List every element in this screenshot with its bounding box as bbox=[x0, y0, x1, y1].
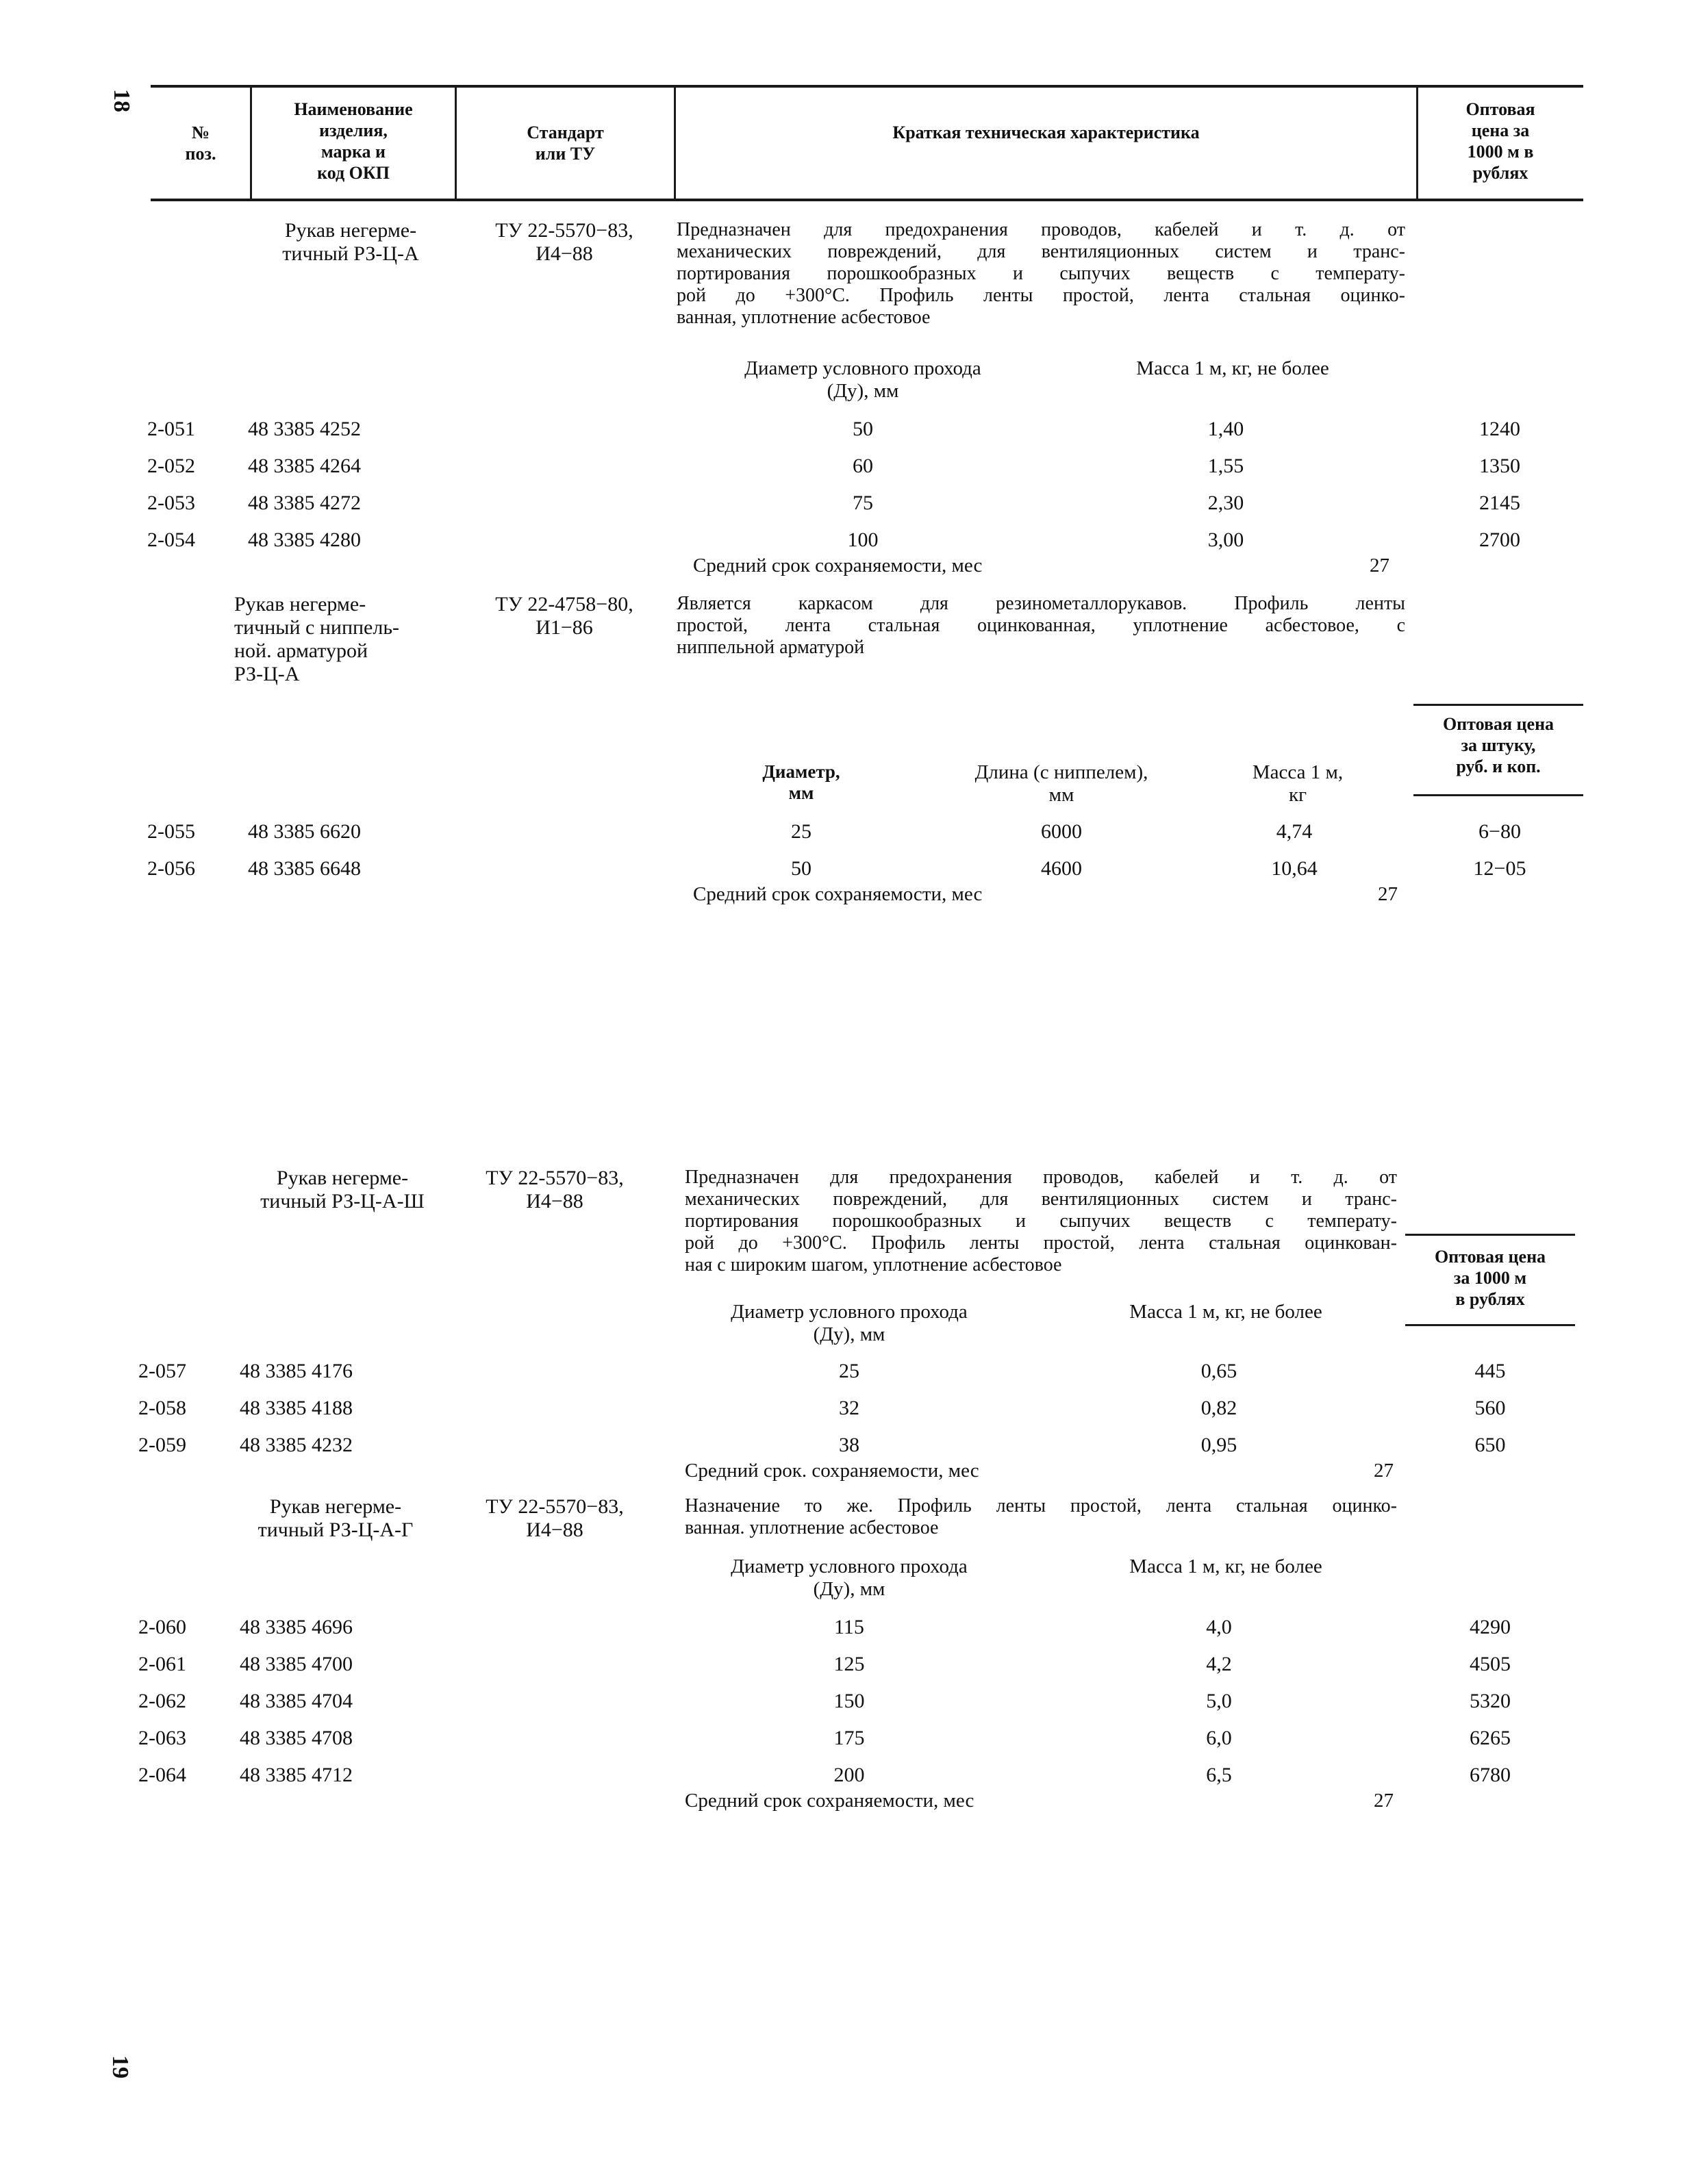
row-price: 650 bbox=[1474, 1434, 1506, 1456]
row-mass: 3,00 bbox=[1207, 529, 1244, 551]
row-pos: 2-051 bbox=[147, 418, 195, 440]
description-line: ниппельной арматурой bbox=[677, 637, 865, 658]
storage-label: Средний срок. сохраняемости, мес bbox=[685, 1460, 979, 1482]
product-name: Рукав негерме- тичный РЗ-Ц-А-Ш bbox=[260, 1167, 425, 1212]
row-pos: 2-052 bbox=[147, 455, 195, 477]
row-price: 2145 bbox=[1479, 492, 1520, 514]
row-price: 445 bbox=[1474, 1360, 1506, 1382]
description-line: Является каркасом для резинометаллорукавов. Профиль ленты bbox=[677, 593, 1405, 614]
row-code: 48 3385 4272 bbox=[248, 492, 361, 514]
description-line: рой до +300°С. Профиль ленты простой, лента стальная оцинко- bbox=[677, 285, 1405, 306]
col-diameter-header: Диаметр условного прохода (Ду), мм bbox=[731, 1556, 968, 1600]
row-mass: 6,5 bbox=[1206, 1764, 1232, 1786]
row-diameter: 125 bbox=[833, 1653, 865, 1675]
row-price: 4505 bbox=[1470, 1653, 1511, 1675]
storage-value: 27 bbox=[1370, 555, 1389, 576]
row-diameter: 200 bbox=[833, 1764, 865, 1786]
col-mass-header: Масса 1 м, кг bbox=[1252, 761, 1344, 806]
description-line: механических повреждений, для вентиляционных систем и транс- bbox=[677, 241, 1405, 262]
description-line: простой, лента стальная оцинкованная, уплотнение асбестовое, с bbox=[677, 615, 1405, 636]
row-pos: 2-055 bbox=[147, 820, 195, 843]
row-mass: 1,40 bbox=[1207, 418, 1244, 440]
product-name: Рукав негерме- тичный РЗ-Ц-А bbox=[282, 219, 419, 265]
product-name: Рукав негерме- тичный РЗ-Ц-А-Г bbox=[257, 1495, 414, 1541]
col-mass-header: Масса 1 м, кг, не более bbox=[1129, 1301, 1322, 1323]
row-diameter: 60 bbox=[853, 455, 873, 477]
row-diameter: 175 bbox=[833, 1727, 865, 1749]
row-price: 1350 bbox=[1479, 455, 1520, 477]
product-description bbox=[677, 219, 1405, 329]
product-description bbox=[685, 1495, 1397, 1539]
storage-value: 27 bbox=[1378, 883, 1398, 905]
col-diameter-header: Диаметр условного прохода (Ду), мм bbox=[731, 1301, 968, 1345]
description-line: ная с широким шагом, уплотнение асбестовое bbox=[685, 1254, 1062, 1275]
row-price: 1240 bbox=[1479, 418, 1520, 440]
row-pos: 2-059 bbox=[138, 1434, 186, 1456]
row-mass: 6,0 bbox=[1206, 1727, 1232, 1749]
row-pos: 2-063 bbox=[138, 1727, 186, 1749]
header-pos: № поз. bbox=[185, 123, 216, 164]
row-code: 48 3385 4264 bbox=[248, 455, 361, 477]
row-pos: 2-061 bbox=[138, 1653, 186, 1675]
row-code: 48 3385 4252 bbox=[248, 418, 361, 440]
header-top-rule bbox=[151, 85, 1583, 88]
row-diameter: 25 bbox=[839, 1360, 859, 1382]
product-description bbox=[685, 1167, 1397, 1276]
row-mass: 5,0 bbox=[1206, 1690, 1232, 1712]
row-price: 12−05 bbox=[1473, 857, 1526, 880]
col-diameter-header: Диаметр, мм bbox=[762, 761, 840, 803]
row-diameter: 115 bbox=[834, 1616, 864, 1638]
row-price: 6−80 bbox=[1478, 820, 1521, 843]
col-length-header: Длина (с ниппелем), мм bbox=[974, 761, 1148, 806]
row-diameter: 50 bbox=[791, 857, 811, 880]
row-diameter: 32 bbox=[839, 1397, 859, 1419]
description-line: Назначение то же. Профиль ленты простой, лента стальная оцинко- bbox=[685, 1495, 1397, 1516]
row-code: 48 3385 4708 bbox=[240, 1727, 353, 1749]
price-header-rule bbox=[1405, 1234, 1575, 1236]
row-pos: 2-064 bbox=[138, 1764, 186, 1786]
product-name: Рукав негерме- тичный с ниппель- ной. арматурой РЗ-Ц-А bbox=[234, 593, 400, 685]
description-line: ванная, уплотнение асбестовое bbox=[677, 307, 931, 328]
row-mass: 4,74 bbox=[1276, 820, 1313, 843]
row-code: 48 3385 4176 bbox=[240, 1360, 353, 1382]
row-mass: 4,2 bbox=[1206, 1653, 1232, 1675]
row-pos: 2-053 bbox=[147, 492, 195, 514]
price-per-1000m-header: Оптовая цена за 1000 м в рублях bbox=[1434, 1247, 1546, 1309]
storage-value: 27 bbox=[1374, 1790, 1394, 1812]
storage-label: Средний срок сохраняемости, мес bbox=[685, 1790, 974, 1812]
row-length: 6000 bbox=[1041, 820, 1082, 843]
row-diameter: 38 bbox=[839, 1434, 859, 1456]
row-code: 48 3385 4280 bbox=[248, 529, 361, 551]
header-standard: Стандарт или ТУ bbox=[527, 123, 604, 164]
row-price: 2700 bbox=[1479, 529, 1520, 551]
row-mass: 0,65 bbox=[1200, 1360, 1237, 1382]
row-diameter: 150 bbox=[833, 1690, 865, 1712]
product-standard: ТУ 22-5570−83, И4−88 bbox=[486, 1495, 624, 1541]
description-line: ванная. уплотнение асбестовое bbox=[685, 1517, 939, 1538]
row-pos: 2-057 bbox=[138, 1360, 186, 1382]
row-code: 48 3385 4232 bbox=[240, 1434, 353, 1456]
col-mass-header: Масса 1 м, кг, не более bbox=[1136, 357, 1329, 379]
product-standard: ТУ 22-5570−83, И4−88 bbox=[486, 1167, 624, 1212]
col-mass-header: Масса 1 м, кг, не более bbox=[1129, 1556, 1322, 1577]
row-diameter: 25 bbox=[791, 820, 811, 843]
row-code: 48 3385 4696 bbox=[240, 1616, 353, 1638]
description-line: Предназначен для предохранения проводов, кабелей и т. д. от bbox=[685, 1167, 1397, 1188]
row-price: 560 bbox=[1474, 1397, 1506, 1419]
row-price: 6780 bbox=[1470, 1764, 1511, 1786]
row-pos: 2-060 bbox=[138, 1616, 186, 1638]
page-number-bottom: 19 bbox=[108, 2055, 133, 2079]
row-price: 6265 bbox=[1470, 1727, 1511, 1749]
product-standard: ТУ 22-5570−83, И4−88 bbox=[495, 219, 633, 265]
description-line: рой до +300°С. Профиль ленты простой, лента стальная оцинкован- bbox=[685, 1232, 1397, 1254]
row-diameter: 75 bbox=[853, 492, 873, 514]
page-number-top: 18 bbox=[109, 89, 134, 112]
row-code: 48 3385 4700 bbox=[240, 1653, 353, 1675]
row-price: 5320 bbox=[1470, 1690, 1511, 1712]
header-spec: Краткая техническая характеристика bbox=[892, 123, 1200, 142]
row-code: 48 3385 6648 bbox=[248, 857, 361, 880]
price-header-rule bbox=[1413, 794, 1583, 796]
row-mass: 4,0 bbox=[1206, 1616, 1232, 1638]
storage-label: Средний срок сохраняемости, мес bbox=[693, 883, 983, 905]
description-line: механических повреждений, для вентиляционных систем и транс- bbox=[685, 1189, 1397, 1210]
row-price: 4290 bbox=[1470, 1616, 1511, 1638]
row-length: 4600 bbox=[1041, 857, 1082, 880]
row-mass: 0,82 bbox=[1200, 1397, 1237, 1419]
row-diameter: 100 bbox=[847, 529, 879, 551]
row-pos: 2-054 bbox=[147, 529, 195, 551]
row-mass: 10,64 bbox=[1271, 857, 1318, 880]
storage-label: Средний срок сохраняемости, мес bbox=[693, 555, 983, 576]
price-header-rule bbox=[1405, 1324, 1575, 1326]
price-header-rule bbox=[1413, 704, 1583, 706]
header-price: Оптовая цена за 1000 м в рублях bbox=[1465, 99, 1535, 183]
col-diameter-header: Диаметр условного прохода (Ду), мм bbox=[744, 357, 981, 402]
row-code: 48 3385 4188 bbox=[240, 1397, 353, 1419]
row-pos: 2-056 bbox=[147, 857, 195, 880]
row-pos: 2-058 bbox=[138, 1397, 186, 1419]
row-code: 48 3385 4704 bbox=[240, 1690, 353, 1712]
description-line: портирования порошкообразных и сыпучих веществ с температу- bbox=[677, 263, 1405, 284]
row-mass: 2,30 bbox=[1207, 492, 1244, 514]
row-diameter: 50 bbox=[853, 418, 873, 440]
product-standard: ТУ 22-4758−80, И1−86 bbox=[495, 593, 633, 639]
price-per-piece-header: Оптовая цена за штуку, руб. и коп. bbox=[1442, 714, 1555, 776]
header-bottom-rule bbox=[151, 199, 1583, 201]
row-mass: 0,95 bbox=[1200, 1434, 1237, 1456]
row-mass: 1,55 bbox=[1207, 455, 1244, 477]
row-code: 48 3385 4712 bbox=[240, 1764, 353, 1786]
description-line: Предназначен для предохранения проводов, кабелей и т. д. от bbox=[677, 219, 1405, 240]
storage-value: 27 bbox=[1374, 1460, 1394, 1482]
row-code: 48 3385 6620 bbox=[248, 820, 361, 843]
row-pos: 2-062 bbox=[138, 1690, 186, 1712]
product-description bbox=[677, 593, 1405, 659]
description-line: портирования порошкообразных и сыпучих веществ с температу- bbox=[685, 1210, 1397, 1232]
header-name: Наименование изделия, марка и код ОКП bbox=[294, 99, 413, 183]
